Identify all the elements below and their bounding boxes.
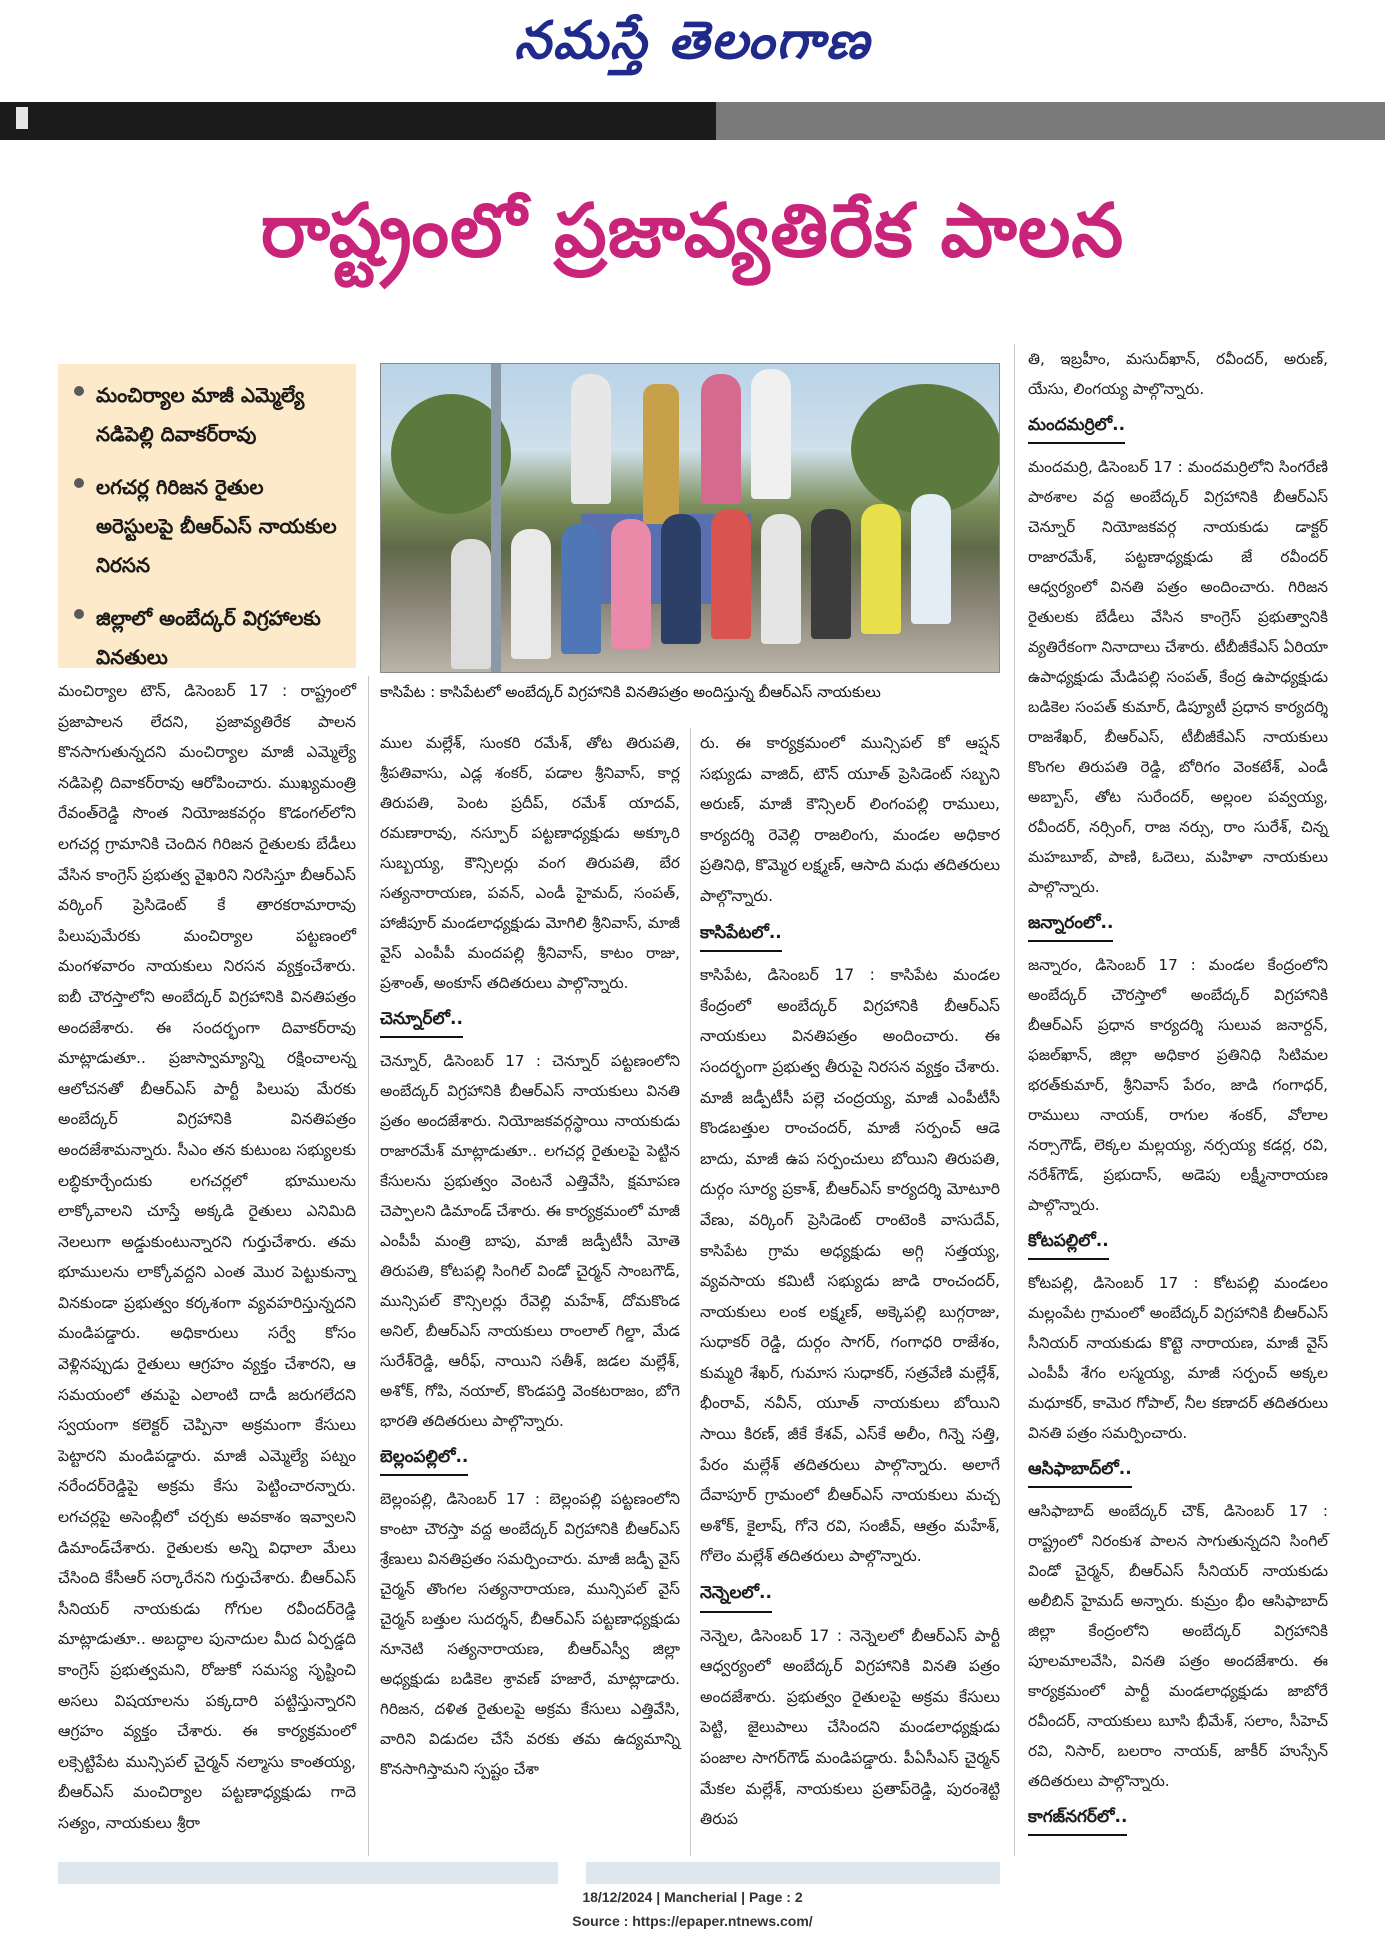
article-column-4 <box>1028 344 1328 1844</box>
paragraph: ఆసిఫాబాద్ అంబేద్కర్ చౌక్, డిసెంబర్ 17 : రాష్ట్రంలో నిరంకుశ పాలన సాగుతున్నదని సింగిల్ విండో చైర్మన్, బీఆర్‌ఎస్ సీనియర్ నాయకుడు అలీబిన్ హైమద్ అన్నారు. కుమ్రం భీం ఆసిఫాబాద్ జిల్లా కేంద్రంలోని అంబేద్కర్ విగ్రహానికి పూలమాలవేసి, వినతి పత్రం అందజేశారు. ఈ కార్యక్రమంలో పార్టీ మండలాధ్యక్షుడు జాబోరే రవీందర్, నాయకులు బూసి భీమేశ్, సలాం, సీహెచ్ రవి, నిసార్, బలరాం నాయక్, జాకీర్ హుస్సేన్ తదితరులు పాల్గొన్నారు. <box>1028 1502 1328 1790</box>
paragraph: నెన్నెల, డిసెంబర్ 17 : నెన్నెలలో బీఆర్‌ఎస్ పార్టీ ఆధ్వర్యంలో అంబేద్కర్ విగ్రహానికి వినతి పత్రం అందజేశారు. ప్రభుత్వం రైతులపై అక్రమ కేసులు పెట్టి, జైలుపాలు చేసిందని మండలాధ్యక్షుడు పంజాల సాగర్‌గౌడ్ మండిపడ్డారు. పీఏసీఎస్ చైర్మన్ మేకల మల్లేశ్, నాయకులు ప్రతాప్‌రెడ్డి, పురంశెట్టి తిరుప <box>700 1626 1000 1829</box>
paragraph: చెన్నూర్, డిసెంబర్ 17 : చెన్నూర్ పట్టణంలోని అంబేద్కర్ విగ్రహానికి బీఆర్‌ఎస్ నాయకులు వినతి ప్రతం అందజేశారు. నియోజకవర్గస్థాయి నాయకుడు రాజారమేశ్ మాట్లాడుతూ.. లగచర్ల రైతులపై పెట్టిన కేసులను ప్రభుత్వం వెంటనే ఎత్తివేసి, క్షమాపణ చెప్పాలని డిమాండ్ చేశారు. ఈ కార్యక్రమంలో మాజీ ఎంపీపీ మంత్రి బాపు, మాజీ జడ్పీటీసీ మోతె తిరుపతి, కోటపల్లి సింగిల్ విండో చైర్మన్ సాంబగౌడ్, మున్సిపల్ కౌన్సిలర్లు రేవెల్లి మహేశ్, దోమకొండ అనిల్, బీఆర్‌ఎస్ నాయకులు రాంలాల్ గిల్డా, మేడ సురేశ్‌రెడ్డి, ఆరీఫ్, నాయిని సతీశ్, జడల మల్లేశ్, అశోక్, గోపి, నయాల్, కొండపర్తి వెంకటరాజం, బోగె భారతి తదితరులు పాల్గొన్నారు. <box>380 1052 680 1430</box>
photo-person <box>611 519 651 649</box>
column-divider <box>690 728 691 1856</box>
photo-person <box>861 504 901 634</box>
bullet-icon <box>74 609 84 619</box>
paragraph: బెల్లంపల్లి, డిసెంబర్ 17 : బెల్లంపల్లి పట్టణంలోని కాంటా చౌరస్తా వద్ద అంబేద్కర్ విగ్రహానికి బీఆర్‌ఎస్ శ్రేణులు వినతిప్రతం సమర్పించారు. మాజీ జడ్పీ వైస్ చైర్మన్ తొంగల సత్యనారాయణ, మున్సిపల్ వైస్ చైర్మన్ బత్తుల సుదర్శన్, బీఆర్‌ఎస్ పట్టణాధ్యక్షుడు నూనెటి సత్యనారాయణ, బీఆర్‌ఎస్వీ జిల్లా అధ్యక్షుడు బడికెల శ్రావణ్ హజారే, మాట్లాడారు. గిరిజన, దళిత రైతులపై అక్రమ కేసులు ఎత్తివేసి, వారిని విడుదల చేసే వరకు తమ ఉద్యమాన్ని కొనసాగిస్తామని స్పష్టం చేశా <box>380 1490 680 1778</box>
news-photo <box>380 363 1000 673</box>
paragraph: ముల మల్లేశ్, సుంకరి రమేశ్, తోట తిరుపతి, శ్రీపతివాసు, ఎడ్ల శంకర్, పడాల శ్రీనివాస్, కార్ల తిరుపతి, పెంట ప్రదీప్, రమేశ్ యాదవ్, రమణారావు, నస్పూర్ పట్టణాధ్యక్షుడు అక్కూరి సుబ్బయ్య, కౌన్సిలర్లు వంగ తిరుపతి, బేర సత్యనారాయణ, పవన్, ఎండీ హైమద్, సంపత్, హాజీపూర్ మండలాధ్యక్షుడు మోగిలి శ్రీనివాస్, మాజీ వైస్ ఎంపీపీ మందపల్లి శ్రీనివాస్, కాటం రాజు, ప్రశాంత్, అంకూస్ తదితరులు పాల్గొన్నారు. <box>380 734 680 992</box>
section-subhead: నెన్నెలలో.. <box>700 1578 772 1613</box>
photo-person <box>911 494 951 624</box>
article-headline: రాష్ట్రంలో ప్రజావ్యతిరేక పాలన <box>260 188 1125 274</box>
paragraph: మందమర్రి, డిసెంబర్ 17 : మందమర్రిలోని సింగరేణి పాఠశాల వద్ద అంబేద్కర్ విగ్రహానికి బీఆర్‌ఎస్ చెన్నూర్ నియోజకవర్గ నాయకుడు డాక్టర్ రాజారమేశ్, పట్టణాధ్యక్షుడు జే రవీందర్ ఆధ్వర్యంలో వినతి పత్రం అందించారు. గిరిజన రైతులకు బేడీలు వేసిన కాంగ్రెస్ ప్రభుత్వానికి వ్యతిరేకంగా నినాదాలు చేశారు. టీబీజీకేఎస్ ఏరియా ఉపాధ్యక్షుడు మేడిపల్లి సంపత్, కేంద్ర ఉపాధ్యక్షుడు బడికెల సంపత్ కుమార్, డిప్యూటీ ప్రధాన కార్యదర్శి రాజశేఖర్, బీఆర్‌ఎస్, టీబీజీకేఎస్ నాయకులు కొంగల తిరుపతి రెడ్డి, బోరిగం వెంకటేశ్, ఎండీ అబ్బాస్, తోట సురేందర్, అల్లంల పవ్వయ్య, రవీందర్, నర్సింగ్, రాజ నర్సు, రాం సురేశ్, చిన్న మహబూబ్, పాణి, ఓదెలు, మహిళా నాయకులు పాల్గొన్నారు. <box>1028 458 1328 896</box>
photo-person <box>661 514 701 644</box>
paragraph: రు. ఈ కార్యక్రమంలో మున్సిపల్ కో ఆప్షన్ సభ్యుడు వాజిద్, టౌన్ యూత్ ప్రెసిడెంట్ సబ్బని అరుణ్, మాజీ కౌన్సిలర్ లింగంపల్లి రాములు, కార్యదర్శి రెవెల్లి రాజలింగు, మండల అధికార ప్రతినిధి, కొమ్మెర లక్ష్మణ్, ఆసాది మధు తదితరులు పాల్గొన్నారు. <box>700 734 1000 905</box>
paragraph: మంచిర్యాల టౌన్, డిసెంబర్ 17 : రాష్ట్రంలో ప్రజాపాలన లేదని, ప్రజావ్యతిరేక పాలన కొనసాగుతున్నదని మంచిర్యాల మాజీ ఎమ్మెల్యే నడిపెల్లి దివాకర్‌రావు ఆరోపించారు. ముఖ్యమంత్రి రేవంత్‌రెడ్డి సొంత నియోజకవర్గం కొడంగల్‌లోని లగచర్ల గ్రామానికి చెందిన గిరిజన రైతులకు బేడీలు వేసిన కాంగ్రెస్ ప్రభుత్వ వైఖరిని నిరసిస్తూ బీఆర్‌ఎస్ వర్కింగ్ ప్రెసిడెంట్ కే తారకరామారావు పిలుపుమేరకు మంచిర్యాల పట్టణంలో మంగళవారం నాయకులు నిరసన వ్యక్తంచేశారు. ఐబీ చౌరస్తాలోని అంబేద్కర్ విగ్రహానికి వినతిపత్రం అందజేశారు. ఈ సందర్భంగా దివాకర్‌రావు మాట్లాడుతూ.. ప్రజాస్వామ్యాన్ని రక్షించాలన్న ఆలోచనతో బీఆర్‌ఎస్ పార్టీ పిలుపు మేరకు అంబేద్కర్ విగ్రహానికి వినతిపత్రం అందజేశామన్నారు. సీఎం తన కుటుంబ సభ్యులకు లబ్ధికూర్చేందుకు లగచర్లలో భూములను లాక్కోవాలని చూస్తే అక్కడి రైతులు ఎనిమిది నెలలుగా అడ్డుకుంటున్నారని గుర్తుచేశారు. తమ భూములను లాక్కోవద్దని ఎంత మొర పెట్టుకున్నా వినకుండా ప్రభుత్వం కర్కశంగా వ్యవహరిస్తున్నదని మండిపడ్డారు. అధికారులు సర్వే కోసం వెళ్లినప్పుడు రైతులు ఆగ్రహం వ్యక్తం చేశారని, ఆ సమయంలో తమపై ఎలాంటి దాడీ జరుగలేదని స్వయంగా కలెక్టర్ చెప్పినా అక్రమంగా కేసులు పెట్టారని మండిపడ్డారు. మాజీ ఎమ్మెల్యే పట్నం నరేందర్‌రెడ్డిపై అక్రమ కేసు పెట్టించారన్నారు. లగచర్లపై అసెంబ్లీలో చర్చకు అవకాశం ఇవ్వాలని డిమాండ్‌చేశారు. రైతులకు అన్ని విధాలా మేలు చేసింది కేసీఆర్ సర్కారేనని గుర్తుచేశారు. బీఆర్‌ఎస్ సీనియర్ నాయకుడు గోగుల రవీందర్‌రెడ్డి మాట్లాడుతూ.. అబద్ధాల పునాదుల మీద ఏర్పడ్డది కాంగ్రెస్ ప్రభుత్వమని, రోజుకో సమస్య సృష్టించి అసలు విషయాలను పక్కదారి పట్టిస్తున్నారని ఆగ్రహం వ్యక్తం చేశారు. ఈ కార్యక్రమంలో లక్సెట్టిపేట మున్సిపల్ చైర్మన్ నల్మాసు కాంతయ్య, బీఆర్‌ఎస్ మంచిర్యాల పట్టణాధ్యక్షుడు గాదె సత్యం, నాయకులు శ్రీరా <box>58 682 356 1832</box>
photo-person <box>701 374 741 504</box>
highlight-item <box>70 376 344 454</box>
highlight-text: మంచిర్యాల మాజీ ఎమ్మెల్యే నడిపెల్లి దివాకర్‌రావు <box>96 383 305 446</box>
column-divider <box>368 676 369 1856</box>
article-column-2 <box>380 728 680 1784</box>
next-photo-strip <box>58 1862 558 1884</box>
bullet-icon <box>74 386 84 396</box>
section-subhead: మందమర్రిలో.. <box>1028 410 1125 444</box>
highlight-item <box>70 468 344 585</box>
page-footer <box>0 1885 1385 1933</box>
article-column-3 <box>700 728 1000 1835</box>
section-subhead: బెల్లంపల్లిలో.. <box>380 1442 468 1476</box>
photo-person <box>561 524 601 654</box>
bullet-icon <box>74 478 84 488</box>
highlight-text: జిల్లాలో అంబేద్కర్ విగ్రహాలకు వినతులు <box>96 606 321 669</box>
photo-statue <box>643 384 679 524</box>
photo-person <box>571 374 611 504</box>
photo-person <box>711 509 751 639</box>
highlight-text: లగచర్ల గిరిజన రైతుల అరెస్టులపై బీఆర్‌ఎస్ నాయకుల నిరసన <box>96 475 337 577</box>
paragraph: జన్నారం, డిసెంబర్ 17 : మండల కేంద్రంలోని అంబేద్కర్ చౌరస్తాలో అంబేద్కర్ విగ్రహానికి బీఆర్‌ఎస్ ప్రధాన కార్యదర్శి సులువ జనార్దన్, ఫజల్‌ఖాన్, జిల్లా అధికార ప్రతినిధి సిటిమల భరత్‌కుమార్, శ్రీనివాస్ పేరం, జాడి గంగాధర్, రాములు నాయక్, రాగుల శంకర్, వోలాల నర్సాగౌడ్, లెక్కల మల్లయ్య, నర్సయ్య కడర్ల, రవి, నరేశ్‌గౌడ్, ప్రభుదాస్, అడెపు లక్ష్మీనారాయణ పాల్గొన్నారు. <box>1028 956 1328 1214</box>
footer-source: Source : https://epaper.ntnews.com/ <box>572 1913 813 1929</box>
highlight-item <box>70 599 344 677</box>
newspaper-logo: నమస్తే తెలంగాణ <box>514 10 871 71</box>
footer-date-page: 18/12/2024 | Mancherial | Page : 2 <box>582 1889 803 1905</box>
section-subhead: జన్నారంలో.. <box>1028 908 1113 942</box>
article-column-1 <box>58 676 356 1839</box>
photo-pole <box>491 364 501 673</box>
masthead <box>0 0 1385 100</box>
section-subhead: కాసిపేటలో.. <box>700 918 782 953</box>
next-photo-strip <box>586 1862 1000 1884</box>
photo-person <box>511 529 551 659</box>
photo-person <box>811 509 851 639</box>
photo-person <box>451 539 491 669</box>
highlights-box <box>58 364 356 668</box>
section-subhead: కోటపల్లిలో.. <box>1028 1226 1109 1260</box>
paragraph: కాసిపేట, డిసెంబర్ 17 : కాసిపేట మండల కేంద్రంలో అంబేద్కర్ విగ్రహానికి బీఆర్‌ఎస్ నాయకులు వినతిపత్రం అందించారు. ఈ సందర్భంగా ప్రభుత్వ తీరుపై నిరసన వ్యక్తం చేశారు. మాజీ జడ్పీటీసీ పల్లె చంద్రయ్య, మాజీ ఎంపీటీసీ కొండబత్తుల రాంచందర్, మాజీ సర్పంచ్ ఆడె బాదు, మాజీ ఉప సర్పంచులు బోయిని తిరుపతి, దుర్గం సూర్య ప్రకాశ్, బీఆర్‌ఎస్ కార్యదర్శి మోటూరి వేణు, వర్కింగ్ ప్రెసిడెంట్ రాంటెంకి వాసుదేవ్, కాసిపేట గ్రామ అధ్యక్షుడు అగ్గి సత్తయ్య, వ్యవసాయ కమిటీ సభ్యుడు జాడి రాంచందర్, నాయకులు లంక లక్ష్మణ్, అక్కెపల్లి బుగ్గరాజు, సుధాకర్ రెడ్డి, దుర్గం సాగర్, గంగాధరి రాజేశం, కుమ్మరి శేఖర్, గుమాస సుధాకర్, సత్రవేణి మల్లేశ్, భీంరావ్, నవీన్, యూత్ నాయకులు బోయిని సాయి కిరణ్, జీకే కేశవ్, ఎస్‌కే అలీం, గిన్నె సత్తి, పేరం మల్లేశ్ తదితరులు పాల్గొన్నారు. అలాగే దేవాపూర్ గ్రామంలో బీఆర్‌ఎస్ నాయకులు మచ్చ అశోక్, కైలాష్, గోనె రవి, సంజీవ్, ఆత్రం మహేశ్, గోలెం మల్లేశ్ తదితరులు పాల్గొన్నారు. <box>700 966 1000 1566</box>
paragraph: కోటపల్లి, డిసెంబర్ 17 : కోటపల్లి మండలం మల్లంపేట గ్రామంలో అంబేద్కర్ విగ్రహానికి బీఆర్‌ఎస్ సీనియర్ నాయకుడు కొట్టె నారాయణ, మాజీ వైస్ ఎంపీపీ శేగం లస్మయ్య, మాజీ సర్పంచ్ అక్కల మధూకర్, కామెర గోపాల్, నీల కణాదర్ తదితరులు వినతి పత్రం సమర్పించారు. <box>1028 1274 1328 1442</box>
photo-caption: కాసిపేట : కాసిపేటలో అంబేద్కర్ విగ్రహానికి వినతిపత్రం అందిస్తున్న బీఆర్‌ఎస్ నాయకులు <box>380 683 881 701</box>
section-subhead: ఆసిఫాబాద్‌లో.. <box>1028 1454 1132 1488</box>
section-subhead: కాగజ్‌నగర్‌లో.. <box>1028 1802 1127 1836</box>
top-bar-mark <box>16 107 28 129</box>
paragraph: తి, ఇబ్రహీం, మసుద్‌ఖాన్, రవీందర్, అరుణ్, యేసు, లింగయ్య పాల్గొన్నారు. <box>1028 350 1328 398</box>
top-bar-right <box>716 102 1385 140</box>
section-subhead: చెన్నూర్‌లో.. <box>380 1004 463 1038</box>
column-divider <box>1014 344 1015 1856</box>
photo-person <box>761 514 801 644</box>
top-bar-left <box>0 102 716 140</box>
photo-person <box>751 369 791 499</box>
